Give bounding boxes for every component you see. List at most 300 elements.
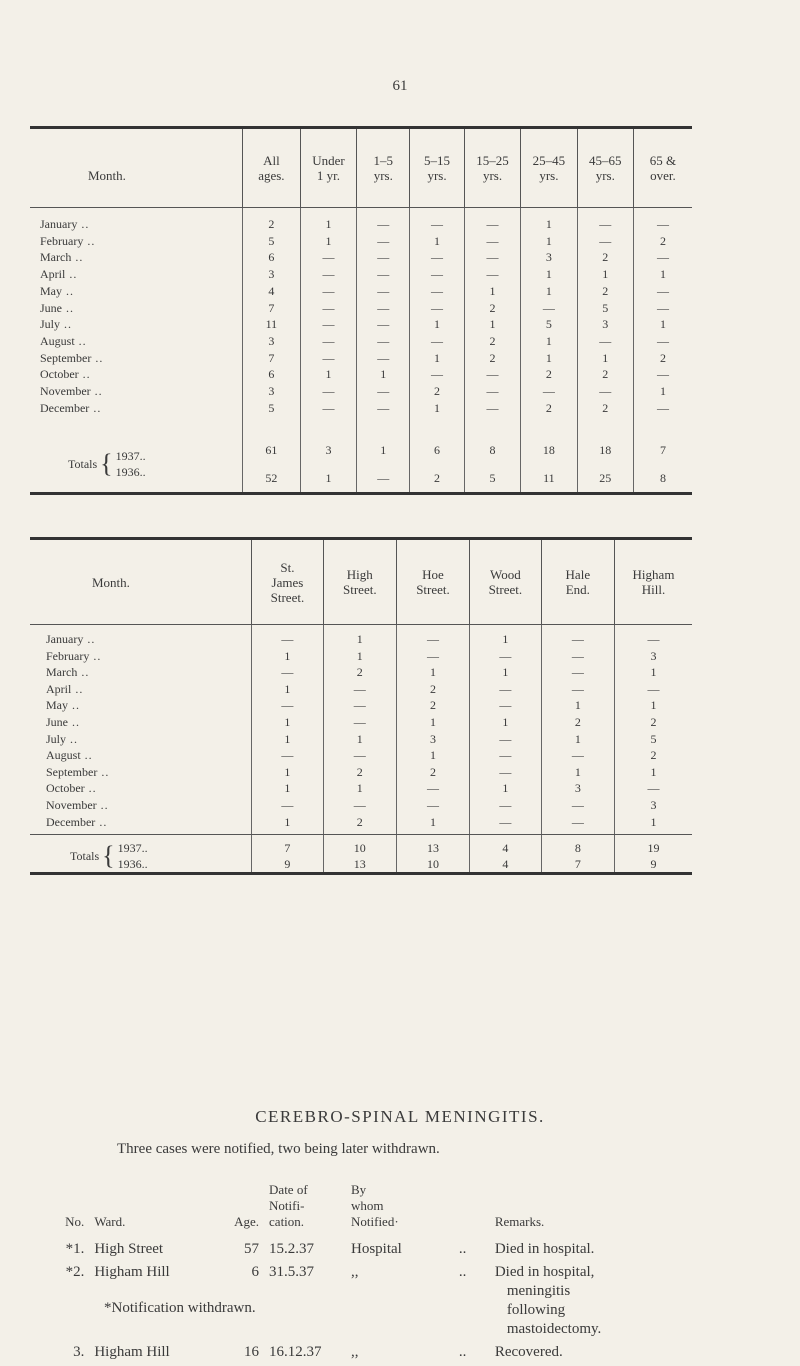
table-cell: — <box>464 249 520 266</box>
month-label <box>30 333 243 350</box>
table-row <box>30 714 692 731</box>
table-cell: 3 <box>615 648 693 665</box>
table-cell: 3 <box>541 780 614 797</box>
cases-header <box>35 1182 735 1240</box>
table-row <box>30 266 692 283</box>
table-cell: — <box>410 366 465 383</box>
totals-cell: 9 <box>615 856 693 873</box>
leader-dots: .. <box>78 367 91 382</box>
table-cell: — <box>357 249 410 266</box>
spacer-cell <box>633 416 692 436</box>
table-cell: — <box>300 383 357 400</box>
table-cell: — <box>541 664 614 681</box>
totals-cell: 61 <box>243 436 300 464</box>
table-cell: 2 <box>577 249 633 266</box>
case-age: 6 <box>251 1264 260 1280</box>
table-row <box>30 625 692 648</box>
month-name: May <box>40 283 62 298</box>
case-date: 31.5.37 <box>269 1264 315 1280</box>
leader-dots: .. <box>83 233 96 248</box>
month-name: September <box>40 350 92 365</box>
totals-year: 1937 <box>115 449 140 464</box>
month-name: January <box>40 217 78 231</box>
table-cell: 2 <box>396 697 469 714</box>
table-cell: — <box>470 731 542 748</box>
table-cell: — <box>357 283 410 300</box>
case-number: 3. <box>73 1344 85 1360</box>
table-cell: 1 <box>470 625 542 648</box>
table-cell: — <box>396 797 469 814</box>
header-higham-hill: Higham Hill. <box>615 539 693 625</box>
month-label <box>30 283 243 300</box>
month-label <box>30 797 252 814</box>
leader-dots: .. <box>95 814 108 829</box>
table-cell: 1 <box>323 625 396 648</box>
table-cell: — <box>615 681 693 698</box>
table-row <box>30 747 692 764</box>
leader-dots: .. <box>139 465 146 480</box>
table-cell: — <box>633 333 692 350</box>
month-label <box>30 266 243 283</box>
table-cell: — <box>357 316 410 333</box>
table-cell: — <box>633 249 692 266</box>
header-high-street: High Street. <box>323 539 396 625</box>
table-cell: — <box>300 283 357 300</box>
header-remarks: Remarks. <box>494 1214 545 1229</box>
table-cell: — <box>252 747 324 764</box>
table-cell: 2 <box>323 814 396 835</box>
table-cell: 1 <box>323 780 396 797</box>
table-cell: 2 <box>464 333 520 350</box>
totals-cell: 13 <box>323 856 396 873</box>
month-label <box>30 714 252 731</box>
table-cell: 3 <box>396 731 469 748</box>
table-cell: 3 <box>577 316 633 333</box>
spacer-cell <box>357 416 410 436</box>
header-hale-end: Hale End. <box>541 539 614 625</box>
table-cell: — <box>464 400 520 417</box>
leader-dots: .. <box>458 1241 467 1257</box>
header-age: Age. <box>234 1214 260 1229</box>
footnote: *Notification withdrawn. <box>104 1300 256 1316</box>
table-cell: — <box>410 300 465 317</box>
table-cell: — <box>615 625 693 648</box>
month-label <box>30 731 252 748</box>
header-hoe-street: Hoe Street. <box>396 539 469 625</box>
leader-dots: .. <box>89 400 102 415</box>
table-cell: 1 <box>521 266 577 283</box>
table-cell: 1 <box>410 350 465 367</box>
table-cell: 1 <box>252 780 324 797</box>
header-15-25: 15–25 yrs. <box>464 128 520 208</box>
totals-cell: 7 <box>633 436 692 464</box>
table-cell: 1 <box>396 664 469 681</box>
table-cell: 1 <box>521 208 577 233</box>
table-cell: 1 <box>521 350 577 367</box>
leader-dots: .. <box>68 714 80 729</box>
totals-cell: 4 <box>470 856 542 873</box>
table-cell: — <box>252 664 324 681</box>
month-label <box>30 648 252 665</box>
month-label <box>30 697 252 714</box>
table-cell: — <box>410 266 465 283</box>
header-by <box>351 1182 459 1240</box>
header-by-line: By <box>351 1182 367 1197</box>
totals-cell: 9 <box>252 856 324 873</box>
spacer-cell <box>521 416 577 436</box>
leader-dots: .. <box>458 1344 467 1360</box>
table-cell: 1 <box>470 664 542 681</box>
table-cell: 3 <box>243 383 300 400</box>
header-by-line: Notified· <box>351 1214 399 1229</box>
case-remarks <box>459 1343 735 1366</box>
table-cell: 1 <box>615 697 693 714</box>
table-cell: — <box>633 366 692 383</box>
table-row <box>30 283 692 300</box>
table-cell: — <box>357 333 410 350</box>
case-number: *2. <box>65 1264 85 1280</box>
table-cell: 2 <box>396 764 469 781</box>
table-cell: 1 <box>541 731 614 748</box>
leader-dots: .. <box>96 797 109 812</box>
table-cell: 1 <box>323 648 396 665</box>
district-table <box>30 537 692 875</box>
totals-cell: 2 <box>410 464 465 494</box>
month-name: February <box>40 233 84 248</box>
table-cell: 1 <box>633 316 692 333</box>
case-row <box>35 1240 735 1263</box>
month-name: February <box>46 648 90 663</box>
table-cell: — <box>396 648 469 665</box>
table-cell: — <box>410 208 465 233</box>
table-cell: — <box>252 625 324 648</box>
table-cell: — <box>464 366 520 383</box>
table-cell: — <box>633 208 692 233</box>
table-row <box>30 697 692 714</box>
header-no: No. <box>65 1214 85 1229</box>
meningitis-cases-table <box>35 1182 735 1366</box>
month-name: July <box>46 731 67 746</box>
table-cell: 1 <box>252 648 324 665</box>
table-cell: 2 <box>577 400 633 417</box>
table-cell: — <box>396 625 469 648</box>
table-cell: — <box>615 780 693 797</box>
table-cell: — <box>464 266 520 283</box>
table-cell: 1 <box>521 283 577 300</box>
case-number: *1. <box>65 1241 85 1257</box>
table-cell: 2 <box>323 764 396 781</box>
totals-label-cell <box>30 835 252 874</box>
age-table-header <box>30 128 692 208</box>
table-cell: — <box>300 316 357 333</box>
totals-cell: 10 <box>323 835 396 857</box>
table-cell: — <box>464 233 520 250</box>
table-cell: 1 <box>252 681 324 698</box>
remarks-line: mastoidectomy. <box>506 1321 602 1337</box>
table-cell: 2 <box>323 664 396 681</box>
month-label <box>30 664 252 681</box>
table-row <box>30 233 692 250</box>
table-cell: 3 <box>243 266 300 283</box>
case-age: 57 <box>244 1241 260 1257</box>
totals-cell: 13 <box>396 835 469 857</box>
remarks-line: following <box>506 1302 566 1318</box>
month-name: March <box>46 665 78 680</box>
remarks-lines <box>495 1263 601 1339</box>
totals-cell: 52 <box>243 464 300 494</box>
header-5-15: 5–15 yrs. <box>410 128 465 208</box>
table-cell: 1 <box>464 316 520 333</box>
section-title: CEREBRO-SPINAL MENINGITIS. <box>255 1107 545 1126</box>
table-cell: — <box>357 400 410 417</box>
table-cell: — <box>357 266 410 283</box>
remarks-line: Died in hospital, <box>494 1264 595 1280</box>
month-name: October <box>40 367 79 382</box>
case-remarks <box>459 1263 735 1343</box>
table-cell: 3 <box>521 249 577 266</box>
leader-dots: .. <box>91 350 104 365</box>
table-cell: — <box>410 249 465 266</box>
spacer-cell <box>243 416 300 436</box>
totals-year: 1936 <box>115 465 140 480</box>
case-row <box>35 1343 735 1366</box>
totals-group <box>68 448 146 480</box>
table-cell: — <box>300 333 357 350</box>
table-cell: 2 <box>577 366 633 383</box>
header-date-line: Date of <box>269 1182 308 1197</box>
leader-dots: .. <box>77 217 90 231</box>
leader-dots: .. <box>139 449 146 464</box>
table-cell: 1 <box>470 780 542 797</box>
totals-row <box>30 436 692 464</box>
totals-cell: 10 <box>396 856 469 873</box>
month-label <box>30 316 243 333</box>
table-cell: 3 <box>243 333 300 350</box>
leader-dots: .. <box>84 781 97 796</box>
table-cell: — <box>541 625 614 648</box>
table-cell: 2 <box>464 300 520 317</box>
table-cell: — <box>300 400 357 417</box>
table-row <box>30 249 692 266</box>
table-cell: 1 <box>396 747 469 764</box>
table-cell: — <box>470 697 542 714</box>
table-cell: 2 <box>633 233 692 250</box>
header-by-line: whom <box>351 1198 384 1213</box>
table-cell: — <box>541 648 614 665</box>
table-cell: 1 <box>323 731 396 748</box>
table-cell: 5 <box>243 400 300 417</box>
month-label <box>30 814 252 835</box>
totals-cell: 6 <box>410 436 465 464</box>
totals-cell: 18 <box>577 436 633 464</box>
table-cell: 1 <box>470 714 542 731</box>
table-cell: 2 <box>521 366 577 383</box>
table-cell: — <box>357 233 410 250</box>
totals-cell: 4 <box>470 835 542 857</box>
table-row <box>30 366 692 383</box>
table-cell: 6 <box>243 366 300 383</box>
table-cell: — <box>633 283 692 300</box>
month-label <box>30 366 243 383</box>
table-cell: 1 <box>410 233 465 250</box>
spacer-cell <box>577 416 633 436</box>
header-all-ages: All ages. <box>243 128 300 208</box>
page-number: 61 <box>392 78 408 94</box>
totals-cell: 5 <box>464 464 520 494</box>
table-cell: 1 <box>521 333 577 350</box>
table-cell: — <box>577 333 633 350</box>
totals-cell: 3 <box>300 436 357 464</box>
leader-dots: .. <box>68 698 80 713</box>
table-cell: 1 <box>357 366 410 383</box>
table-row <box>30 780 692 797</box>
totals-group <box>70 840 148 872</box>
totals-cell: 8 <box>633 464 692 494</box>
table-cell: — <box>470 797 542 814</box>
table-cell: — <box>464 383 520 400</box>
month-label <box>30 249 243 266</box>
leader-dots: .. <box>65 267 78 282</box>
table-row <box>30 664 692 681</box>
remarks-line: Died in hospital. <box>494 1241 595 1257</box>
table-row <box>30 300 692 317</box>
table-cell: 2 <box>521 400 577 417</box>
month-name: November <box>40 384 91 399</box>
table-cell: 3 <box>615 797 693 814</box>
month-label <box>30 300 243 317</box>
month-name: April <box>40 267 66 282</box>
table-cell: 2 <box>541 714 614 731</box>
remarks-line: Recovered. <box>494 1344 563 1360</box>
month-label <box>30 681 252 698</box>
totals-cell: — <box>357 464 410 494</box>
case-date: 16.12.37 <box>269 1344 322 1360</box>
header-1-5: 1–5 yrs. <box>357 128 410 208</box>
table-cell: 2 <box>243 208 300 233</box>
table-cell: 1 <box>396 814 469 835</box>
table-cell: 1 <box>396 714 469 731</box>
table-cell: 1 <box>252 764 324 781</box>
table-cell: 2 <box>396 681 469 698</box>
totals-years <box>118 840 148 872</box>
leader-dots: .. <box>62 300 74 315</box>
header-wood-street: Wood Street. <box>470 539 542 625</box>
table-cell: 11 <box>243 316 300 333</box>
table-cell: 6 <box>243 249 300 266</box>
totals-year: 1937 <box>117 841 142 856</box>
table-cell: — <box>633 300 692 317</box>
table-cell: — <box>577 233 633 250</box>
remarks-lines <box>495 1240 595 1259</box>
table-row <box>30 731 692 748</box>
leader-dots: .. <box>97 764 110 779</box>
remarks-lines <box>495 1343 563 1362</box>
table-cell: 1 <box>577 350 633 367</box>
month-name: June <box>46 714 68 729</box>
header-25-45: 25–45 yrs. <box>521 128 577 208</box>
table-cell: — <box>577 208 633 233</box>
leader-dots: .. <box>74 333 87 348</box>
table-cell: — <box>300 300 357 317</box>
leader-dots: .. <box>60 317 73 332</box>
table-cell: 1 <box>633 266 692 283</box>
table-row <box>30 350 692 367</box>
table-cell: — <box>410 333 465 350</box>
month-name: April <box>46 681 72 696</box>
case-date: 15.2.37 <box>269 1241 315 1257</box>
table-cell: 7 <box>243 350 300 367</box>
remarks-line: meningitis <box>506 1283 571 1299</box>
month-name: January <box>46 632 84 646</box>
leader-dots: .. <box>89 648 102 663</box>
table-cell: 1 <box>615 664 693 681</box>
month-name: June <box>40 300 62 315</box>
table-cell: — <box>323 714 396 731</box>
spacer-cell <box>30 416 243 436</box>
table-row <box>30 814 692 835</box>
header-month: Month. <box>30 128 243 208</box>
case-ward: Higham Hill <box>94 1344 170 1360</box>
table-cell: — <box>541 747 614 764</box>
month-name: December <box>40 400 90 415</box>
table-cell: — <box>470 814 542 835</box>
spacer-cell <box>300 416 357 436</box>
leader-dots: .. <box>66 731 79 746</box>
brace-icon: { <box>102 841 115 871</box>
table-cell: — <box>470 764 542 781</box>
table-cell: 2 <box>464 350 520 367</box>
table-cell: — <box>541 797 614 814</box>
month-name: March <box>40 250 72 265</box>
month-name: December <box>46 814 96 829</box>
table-cell: — <box>323 681 396 698</box>
table-cell: — <box>357 350 410 367</box>
table-cell: — <box>633 400 692 417</box>
table-row <box>30 400 692 417</box>
totals-cell: 7 <box>541 856 614 873</box>
table-cell: 1 <box>300 208 357 233</box>
table-cell: 1 <box>577 266 633 283</box>
leader-dots: .. <box>80 748 93 763</box>
age-table <box>30 126 692 495</box>
table-cell: 2 <box>410 383 465 400</box>
table-cell: — <box>357 208 410 233</box>
table-row <box>30 333 692 350</box>
month-label <box>30 400 243 417</box>
brace-icon: { <box>100 449 113 479</box>
header-under-1: Under 1 yr. <box>300 128 357 208</box>
table-cell: — <box>410 283 465 300</box>
leader-dots: .. <box>141 841 148 856</box>
table-cell: — <box>300 266 357 283</box>
table-cell: — <box>464 208 520 233</box>
table-cell: — <box>252 797 324 814</box>
leader-dots: .. <box>90 384 103 399</box>
month-label <box>30 233 243 250</box>
table-cell: — <box>541 814 614 835</box>
header-45-65: 45–65 yrs. <box>577 128 633 208</box>
table-row <box>30 764 692 781</box>
table-cell: — <box>300 249 357 266</box>
totals-label: Totals <box>70 849 100 864</box>
leader-dots: .. <box>141 857 148 872</box>
table-cell: — <box>470 747 542 764</box>
table-cell: — <box>470 648 542 665</box>
table-cell: 1 <box>300 233 357 250</box>
table-cell: 5 <box>615 731 693 748</box>
table-row <box>30 208 692 233</box>
table-cell: 1 <box>521 233 577 250</box>
